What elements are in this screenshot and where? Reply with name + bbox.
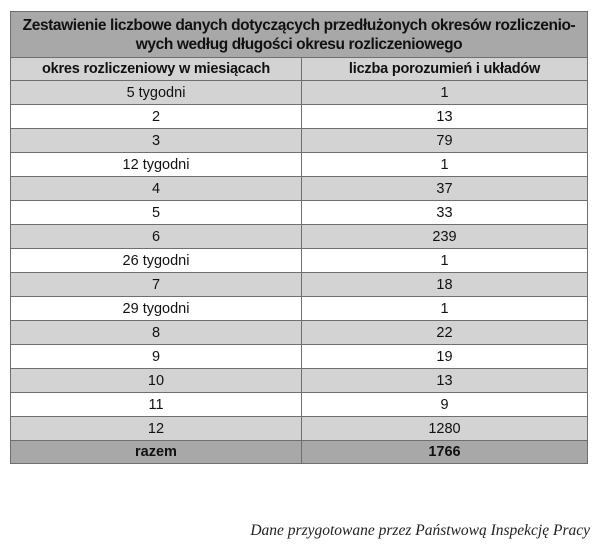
- total-label: razem: [11, 441, 302, 464]
- cell-count: 1: [302, 81, 588, 105]
- column-header-period: okres rozliczeniowy w miesiącach: [11, 58, 302, 81]
- cell-count: 1: [302, 153, 588, 177]
- cell-count: 37: [302, 177, 588, 201]
- cell-count: 1: [302, 297, 588, 321]
- table-row: [11, 297, 588, 321]
- cell-period: 7: [11, 273, 302, 297]
- table-row: [11, 153, 588, 177]
- cell-count: 33: [302, 201, 588, 225]
- total-row: [11, 441, 588, 464]
- cell-period: 9: [11, 345, 302, 369]
- cell-period: 4: [11, 177, 302, 201]
- table-row: [11, 201, 588, 225]
- cell-period: 8: [11, 321, 302, 345]
- table-row: [11, 369, 588, 393]
- total-value: 1766: [302, 441, 588, 464]
- table-row: [11, 129, 588, 153]
- cell-period: 10: [11, 369, 302, 393]
- table-row: [11, 393, 588, 417]
- table-row: [11, 177, 588, 201]
- cell-count: 9: [302, 393, 588, 417]
- column-header-count: liczba porozumień i układów: [302, 58, 588, 81]
- table-title-line-2: wych według długości okresu rozliczeniowego: [135, 35, 463, 53]
- cell-count: 79: [302, 129, 588, 153]
- table-row: [11, 105, 588, 129]
- table-row: [11, 321, 588, 345]
- title-row: [11, 12, 588, 58]
- cell-period: 12 tygodni: [11, 153, 302, 177]
- cell-period: 12: [11, 417, 302, 441]
- cell-period: 29 tygodni: [11, 297, 302, 321]
- cell-count: 239: [302, 225, 588, 249]
- cell-period: 26 tygodni: [11, 249, 302, 273]
- cell-period: 5 tygodni: [11, 81, 302, 105]
- source-note: Dane przygotowane przez Państwową Inspekcję Pracy: [250, 522, 590, 539]
- cell-period: 5: [11, 201, 302, 225]
- cell-count: 19: [302, 345, 588, 369]
- cell-count: 1280: [302, 417, 588, 441]
- table-title-line-1: Zestawienie liczbowe danych dotyczących przedłużonych okresów rozliczenio-: [22, 16, 576, 34]
- table-title: [11, 12, 588, 58]
- cell-count: 22: [302, 321, 588, 345]
- table-row: [11, 249, 588, 273]
- table-row: [11, 225, 588, 249]
- cell-period: 11: [11, 393, 302, 417]
- cell-count: 18: [302, 273, 588, 297]
- table-row: [11, 417, 588, 441]
- cell-count: 1: [302, 249, 588, 273]
- table-row: [11, 273, 588, 297]
- table-row: [11, 81, 588, 105]
- header-row: [11, 58, 588, 81]
- cell-period: 6: [11, 225, 302, 249]
- cell-period: 3: [11, 129, 302, 153]
- data-table: [10, 11, 588, 464]
- cell-count: 13: [302, 105, 588, 129]
- cell-count: 13: [302, 369, 588, 393]
- table-row: [11, 345, 588, 369]
- cell-period: 2: [11, 105, 302, 129]
